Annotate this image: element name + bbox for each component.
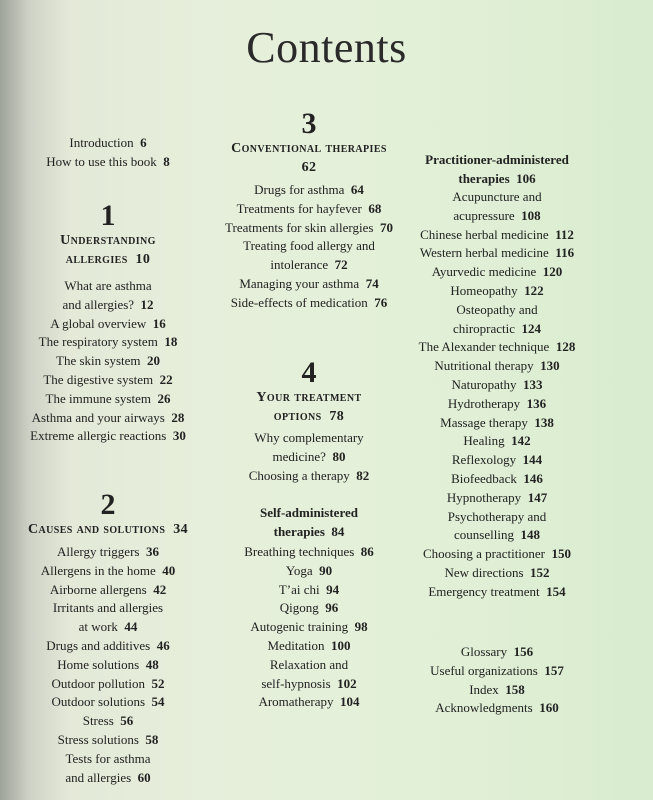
- toc-entry[interactable]: Aromatherapy 104: [258, 694, 360, 710]
- section-2: [10, 490, 206, 787]
- toc-entry[interactable]: Drugs and additives 46: [46, 637, 170, 653]
- section-number: 2: [100, 488, 116, 521]
- toc-entry[interactable]: chiropractic 124: [452, 320, 542, 336]
- toc-entry[interactable]: The digestive system 22: [43, 371, 173, 387]
- toc-entry[interactable]: Osteopathy and: [456, 301, 538, 317]
- section-title[interactable]: Causes and solutions 34: [28, 522, 188, 537]
- toc-entry[interactable]: Drugs for asthma 64: [254, 182, 364, 197]
- toc-entry[interactable]: T’ai chi 94: [278, 581, 340, 597]
- toc-entry[interactable]: Chinese herbal medicine 112: [420, 226, 574, 242]
- toc-entry[interactable]: Treating food allergy and: [243, 238, 375, 254]
- section-3-list: [214, 181, 404, 313]
- toc-entry[interactable]: counselling 148: [454, 527, 540, 543]
- toc-entry[interactable]: Relaxation and: [269, 656, 349, 672]
- section-title[interactable]: Conventional therapies 62: [231, 141, 387, 175]
- toc-entry[interactable]: Naturopathy 133: [451, 376, 543, 392]
- endmatter-list: [414, 643, 580, 718]
- toc-entry[interactable]: Emergency treatment 154: [428, 583, 566, 599]
- toc-entry[interactable]: Yoga 90: [285, 562, 333, 578]
- toc-entry[interactable]: The Alexander technique 128: [418, 339, 576, 355]
- toc-entry[interactable]: Introduction 6: [69, 135, 147, 150]
- toc-entry[interactable]: Reflexology 144: [451, 452, 543, 468]
- toc-entry[interactable]: Allergy triggers 36: [57, 544, 159, 559]
- toc-entry[interactable]: Hypnotherapy 147: [446, 489, 548, 505]
- toc-entry[interactable]: Biofeedback 146: [451, 470, 543, 486]
- toc-entry[interactable]: Breathing techniques 86: [244, 544, 374, 559]
- subsection-title[interactable]: Self-administered therapies 84: [260, 505, 358, 539]
- section-1-list: [10, 277, 206, 446]
- toc-entry[interactable]: Useful organizations 157: [430, 662, 564, 678]
- section-title[interactable]: Understanding allergies 10: [60, 233, 156, 267]
- toc-entry[interactable]: The respiratory system 18: [38, 334, 178, 350]
- toc-entry[interactable]: Tests for asthma: [65, 750, 151, 766]
- page-title: Contents: [246, 23, 407, 72]
- toc-entry[interactable]: Allergens in the home 40: [40, 562, 176, 578]
- toc-entry[interactable]: Home solutions 48: [57, 656, 159, 672]
- section-title[interactable]: Your treatment options 78: [256, 390, 362, 424]
- toc-entry[interactable]: self-hypnosis 102: [261, 675, 357, 691]
- section-4-list: [214, 429, 404, 485]
- toc-entry[interactable]: Healing 142: [463, 433, 531, 449]
- toc-entry[interactable]: and allergies 60: [65, 769, 151, 785]
- toc-entry[interactable]: Treatments for skin allergies 70: [225, 219, 393, 235]
- toc-entry[interactable]: Outdoor pollution 52: [51, 675, 165, 691]
- toc-entry[interactable]: intolerance 72: [270, 257, 348, 273]
- toc-entry[interactable]: at work 44: [78, 619, 138, 635]
- toc-entry[interactable]: Nutritional therapy 130: [434, 358, 560, 374]
- toc-entry[interactable]: Stress solutions 58: [57, 731, 159, 747]
- toc-entry[interactable]: and allergies? 12: [62, 296, 154, 312]
- toc-entry[interactable]: The immune system 26: [45, 390, 171, 406]
- self-administered-therapies: [214, 503, 404, 712]
- practitioner-list: [414, 188, 580, 602]
- toc-entry[interactable]: Western herbal medicine 116: [419, 245, 575, 261]
- self-administered-list: [214, 543, 404, 712]
- toc-entry[interactable]: Acupuncture and: [452, 189, 542, 204]
- section-number: 3: [301, 107, 317, 140]
- practitioner-therapies: [414, 150, 580, 602]
- toc-entry[interactable]: A global overview 16: [50, 315, 166, 331]
- toc-entry[interactable]: Glossary 156: [460, 644, 534, 659]
- section-3: [214, 109, 404, 313]
- toc-entry[interactable]: Index 158: [469, 681, 525, 697]
- toc-entry[interactable]: Acknowledgments 160: [435, 700, 559, 716]
- toc-entry[interactable]: Massage therapy 138: [440, 414, 554, 430]
- toc-entry[interactable]: How to use this book 8: [46, 153, 170, 169]
- toc-entry[interactable]: Psychotherapy and: [447, 508, 547, 524]
- toc-entry[interactable]: Why complementary: [254, 430, 364, 445]
- toc-entry[interactable]: Stress 56: [82, 713, 134, 729]
- toc-entry[interactable]: Qigong 96: [279, 600, 339, 616]
- toc-entry[interactable]: Managing your asthma 74: [239, 275, 379, 291]
- toc-entry[interactable]: Irritants and allergies: [52, 600, 164, 616]
- section-number: 1: [100, 199, 116, 232]
- section-1: [10, 201, 206, 446]
- toc-entry[interactable]: New directions 152: [444, 564, 550, 580]
- intro-list: [10, 134, 206, 172]
- toc-entry[interactable]: Asthma and your airways 28: [31, 409, 185, 425]
- toc-entry[interactable]: Airborne allergens 42: [49, 581, 167, 597]
- toc-entry[interactable]: Meditation 100: [267, 637, 351, 653]
- subsection-title[interactable]: Practitioner-administered therapies 106: [425, 152, 569, 186]
- section-4: [214, 358, 404, 485]
- toc-entry[interactable]: The skin system 20: [56, 353, 160, 369]
- toc-entry[interactable]: What are asthma: [64, 278, 152, 293]
- toc-entry[interactable]: Treatments for hayfever 68: [236, 200, 382, 216]
- toc-entry[interactable]: Outdoor solutions 54: [51, 694, 165, 710]
- toc-entry[interactable]: Choosing a practitioner 150: [422, 546, 572, 562]
- toc-entry[interactable]: Autogenic training 98: [250, 619, 368, 635]
- toc-entry[interactable]: medicine? 80: [272, 448, 346, 464]
- toc-entry[interactable]: Choosing a therapy 82: [248, 467, 370, 483]
- toc-entry[interactable]: acupressure 108: [453, 207, 541, 223]
- toc-entry[interactable]: Extreme allergic reactions 30: [30, 428, 186, 444]
- toc-entry[interactable]: Side-effects of medication 76: [230, 294, 388, 310]
- section-2-list: [10, 543, 206, 787]
- toc-entry[interactable]: Ayurvedic medicine 120: [431, 264, 563, 280]
- toc-entry[interactable]: Hydrotherapy 136: [447, 395, 547, 411]
- section-number: 4: [301, 356, 317, 389]
- toc-entry[interactable]: Homeopathy 122: [450, 282, 544, 298]
